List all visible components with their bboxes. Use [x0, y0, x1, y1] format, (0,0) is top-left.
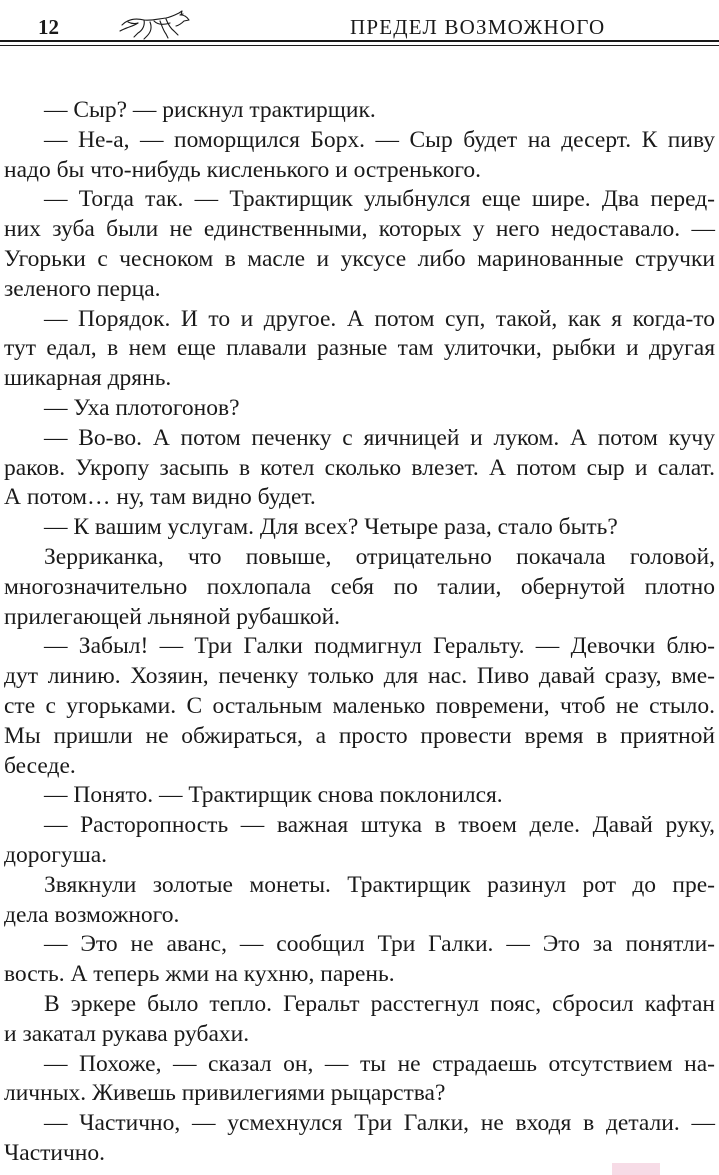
header-rule-thin [0, 45, 719, 46]
text-line: дут линию. Хозяин, печенку только для нас. Пиво давай сразу, вме- [4, 663, 715, 690]
page-header [0, 0, 719, 47]
text-line: и закатал рукава рубахи. [4, 1020, 250, 1047]
text-line: Зерриканка, что повыше, отрицательно покачала головой, [44, 543, 715, 570]
text-line: прилегающей льняной рубашкой. [4, 603, 341, 630]
text-line: — Сыр? — рискнул трактирщик. [44, 97, 376, 123]
text-line: — Расторопность — важная штука в твоем деле. Давай руку, [44, 812, 715, 839]
text-line: беседе. [4, 752, 76, 779]
text-line: них зуба были не единственными, которых у него недоставало. — [4, 216, 715, 243]
text-line: Мы пришли не обжираться, а просто провести время в приятной [4, 722, 715, 749]
running-title: ПРЕДЕЛ ВОЗМОЖНОГО [350, 15, 606, 39]
text-line: шикарная дрянь. [4, 365, 172, 392]
text-line: вость. А теперь жми на кухню, парень. [4, 961, 395, 988]
text-line: — Не-а, — поморщился Борх. — Сыр будет на десерт. К пиву [44, 126, 715, 153]
text-line: — К вашим услугам. Для всех? Четыре раза, стало быть? [44, 514, 618, 541]
text-line: дорогуша. [4, 841, 107, 868]
text-line: зеленого перца. [4, 275, 161, 302]
body-text [4, 96, 715, 1169]
text-line: надо бы что-нибудь кисленького и остренького. [4, 156, 482, 183]
text-line: раков. Укропу засыпь в котел сколько влезет. А потом сыр и салат. [4, 454, 715, 481]
text-line: — Порядок. И то и другое. А потом суп, такой, как я когда-то [44, 305, 715, 332]
text-line: — Частично, — усмехнулся Три Галки, не входя в детали. — [44, 1110, 715, 1137]
text-line: — Во-во. А потом печенку с яичницей и луком. А потом кучу [44, 424, 715, 451]
text-line: — Это не аванс, — сообщил Три Галки. — Это за понятли- [44, 931, 715, 958]
text-line: — Тогда так. — Трактирщик улыбнулся еще шире. Два перед- [44, 186, 715, 213]
text-line: В эркере было тепло. Геральт расстегнул пояс, сбросил кафтан [44, 990, 715, 1017]
text-line: — Уха плотогонов? [44, 394, 240, 421]
text-line: Звякнули золотые монеты. Трактирщик разинул рот до пре- [44, 871, 715, 898]
text-line: тут едал, в нем еще плавали разные там улиточки, рыбки и другая [4, 335, 715, 362]
text-line: Угорьки с чесноком в масле и уксусе либо маринованные стручки [4, 245, 715, 272]
text-line: А потом… ну, там видно будет. [4, 484, 316, 511]
corner-mark [612, 1163, 660, 1175]
page-number: 12 [38, 15, 59, 39]
text-line: — Понято. — Трактирщик снова поклонился. [44, 782, 503, 809]
text-line: — Забыл! — Три Галки подмигнул Геральту. — Девочки блю- [44, 633, 715, 660]
text-line: Частично. [4, 1139, 105, 1166]
wolf-emblem-icon [118, 9, 192, 41]
text-line: многозначительно похлопала себя по талии, обернутой плотно [4, 573, 715, 600]
text-line: дела возможного. [4, 901, 180, 928]
text-line: сте с угорьками. С остальным маленько повремени, чтоб не стыло. [4, 692, 715, 719]
text-line: личных. Живешь привилегиями рыцарства? [4, 1080, 446, 1107]
text-line: — Похоже, — сказал он, — ты не страдаешь отсутствием на- [44, 1050, 715, 1077]
header-rule-thick [0, 40, 719, 42]
